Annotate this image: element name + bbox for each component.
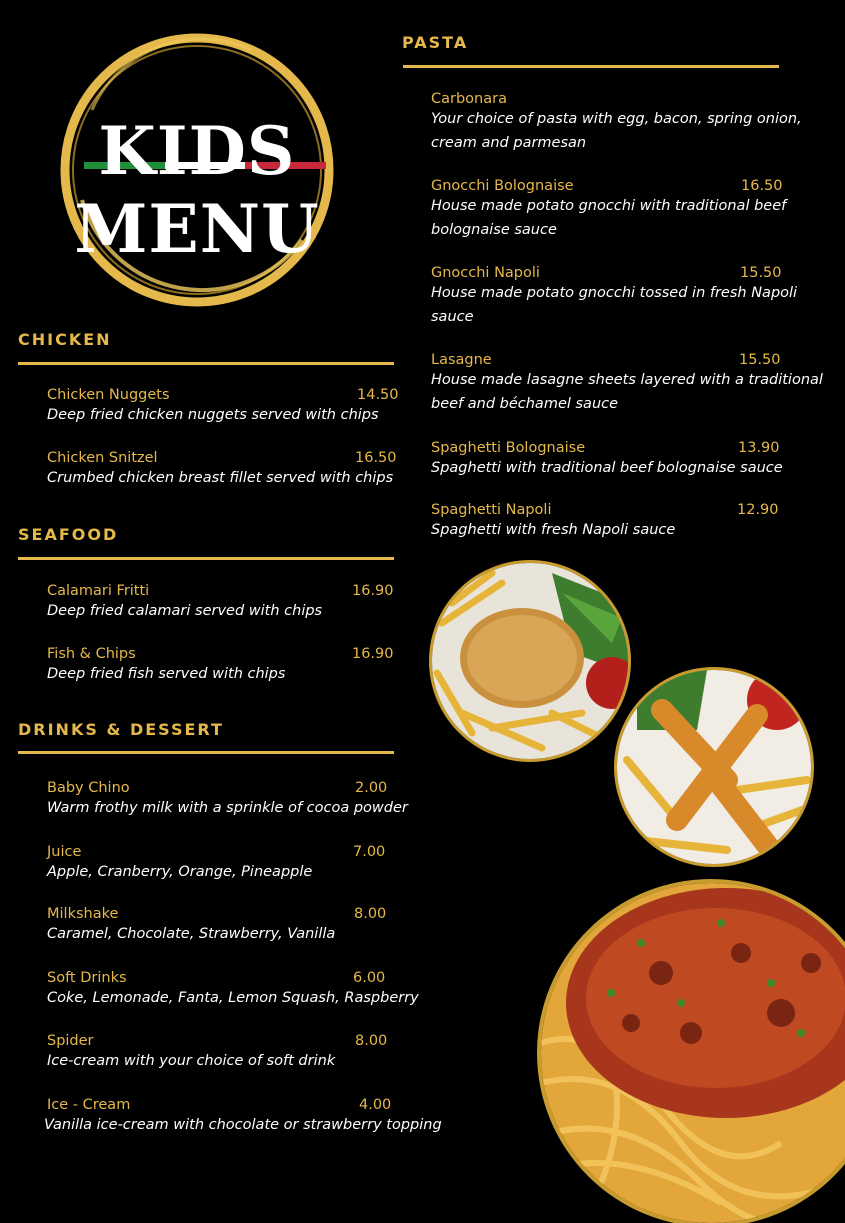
menu-item (47, 780, 417, 820)
item-price: 8.00 (354, 906, 387, 922)
item-name: Soft Drinks (47, 970, 127, 986)
item-name: Gnocchi Napoli (431, 265, 540, 281)
item-name: Fish & Chips (47, 646, 136, 662)
item-price: 7.00 (353, 844, 386, 860)
item-description: Deep fried fish served with chips (47, 666, 286, 682)
item-description: beef and béchamel sauce (431, 396, 619, 412)
section-title-chicken: CHICKEN (18, 330, 112, 349)
item-description: bolognaise sauce (431, 222, 557, 238)
item-description: Deep fried chicken nuggets served with chips (47, 407, 379, 423)
item-price: 8.00 (355, 1033, 388, 1049)
menu-item (47, 970, 427, 1010)
menu-item (47, 450, 397, 490)
item-description: House made potato gnocchi tossed in fresh Napoli (431, 285, 798, 301)
menu-item (47, 646, 397, 686)
divider (18, 557, 394, 560)
item-description: Spaghetti with fresh Napoli sauce (431, 522, 676, 538)
item-name: Chicken Nuggets (47, 387, 170, 403)
item-name: Lasagne (431, 352, 492, 368)
item-description: Caramel, Chocolate, Strawberry, Vanilla (47, 926, 336, 942)
item-description: Deep fried calamari served with chips (47, 603, 323, 619)
section-title-drinks-dessert: DRINKS & DESSERT (18, 720, 224, 739)
divider (403, 65, 779, 68)
item-description: House made lasagne sheets layered with a traditional (431, 372, 823, 388)
item-price: 15.50 (740, 265, 782, 281)
item-name: Spaghetti Napoli (431, 502, 552, 518)
item-price: 4.00 (359, 1097, 392, 1113)
menu-item (44, 1097, 464, 1137)
item-description: sauce (431, 309, 474, 325)
item-price: 12.90 (737, 502, 779, 518)
item-price: 13.90 (738, 440, 780, 456)
item-description: House made potato gnocchi with traditional beef (431, 198, 787, 214)
item-name: Carbonara (431, 91, 507, 107)
item-price: 15.50 (739, 352, 781, 368)
item-name: Chicken Snitzel (47, 450, 158, 466)
item-description: Warm frothy milk with a sprinkle of cocoa powder (47, 800, 408, 816)
item-name: Spider (47, 1033, 94, 1049)
calamari-photo (617, 670, 811, 864)
menu-item (431, 440, 836, 480)
menu-item (431, 178, 836, 242)
item-price: 16.50 (355, 450, 397, 466)
item-price: 16.90 (352, 583, 394, 599)
item-name: Gnocchi Bolognaise (431, 178, 574, 194)
item-description: Vanilla ice-cream with chocolate or strawberry topping (44, 1117, 442, 1133)
item-price: 2.00 (355, 780, 388, 796)
item-name: Ice - Cream (47, 1097, 131, 1113)
menu-item (47, 387, 397, 427)
item-price: 14.50 (357, 387, 399, 403)
item-description: Your choice of pasta with egg, bacon, spring onion, (431, 111, 802, 127)
item-name: Spaghetti Bolognaise (431, 440, 586, 456)
item-name: Milkshake (47, 906, 119, 922)
item-description: Crumbed chicken breast fillet served with chips (47, 470, 394, 486)
menu-item (47, 844, 417, 884)
item-description: Ice-cream with your choice of soft drink (47, 1053, 336, 1069)
divider (18, 362, 394, 365)
logo-line-menu: MENU (74, 190, 320, 268)
item-name: Juice (47, 844, 82, 860)
logo-line-kids: KIDS (98, 112, 296, 190)
item-description: cream and parmesan (431, 135, 587, 151)
spaghetti-bolognaise-photo (541, 883, 845, 1223)
item-description: Coke, Lemonade, Fanta, Lemon Squash, Raspberry (47, 990, 419, 1006)
divider (18, 751, 394, 754)
menu-item (431, 352, 841, 416)
menu-item (47, 906, 417, 946)
item-price: 16.50 (741, 178, 783, 194)
menu-item (431, 265, 836, 329)
menu-item (47, 1033, 417, 1073)
schnitzel-photo (432, 563, 628, 759)
kids-menu-logo (52, 30, 342, 310)
menu-item (431, 91, 836, 155)
item-name: Baby Chino (47, 780, 130, 796)
section-title-seafood: SEAFOOD (18, 525, 119, 544)
item-description: Spaghetti with traditional beef bolognaise sauce (431, 460, 783, 476)
section-title-pasta: PASTA (402, 33, 469, 52)
item-name: Calamari Fritti (47, 583, 150, 599)
item-description: Apple, Cranberry, Orange, Pineapple (47, 864, 313, 880)
item-price: 6.00 (353, 970, 386, 986)
menu-item (47, 583, 397, 623)
menu-item (431, 502, 836, 542)
item-price: 16.90 (352, 646, 394, 662)
